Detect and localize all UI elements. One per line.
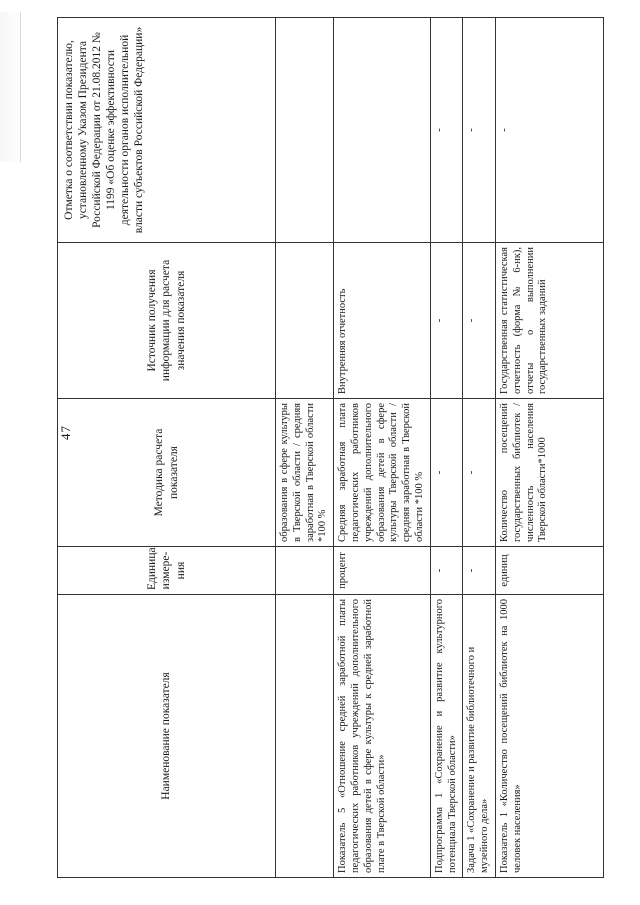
table-row-task-1 — [463, 18, 496, 878]
cell-name: Показатель 1 «Количество посещений библиотек на 1000 человек населения» — [495, 595, 603, 878]
table-header-row — [58, 18, 276, 878]
cell-method: - — [463, 399, 496, 547]
indicators-table — [57, 17, 604, 878]
cell-note: - — [495, 18, 603, 243]
cell-unit: - — [463, 547, 496, 595]
cell-note — [334, 18, 431, 243]
cell-source: Государственная статистическая отчетность (форма № 6-нк), отчеты о выполнении государственных заданий — [495, 243, 603, 399]
cell-method: - — [430, 399, 463, 547]
cell-name: Подпрограмма 1 «Сохранение и развитие культурного потенциала Тверской области» — [430, 595, 463, 878]
cell-unit — [276, 547, 334, 595]
indicators-table-rotated — [57, 18, 569, 878]
table-row-indicator-5 — [334, 18, 431, 878]
header-name: Наименование показателя — [58, 595, 276, 878]
header-method: Методика расчета показателя — [58, 399, 276, 547]
cell-name: Показатель 5 «Отношение средней заработной платы педагогических работников учреждений дополнительного образования детей в сфере культуры к средней заработной плате в Тверской области» — [334, 595, 431, 878]
table-row-subprogram-1 — [430, 18, 463, 878]
header-note: Отметка о соответствии показателю, установленному Указом Президента Российской Федерации от 21.08.2012 № 1199 «Об оценке эффективности деятельности органов исполнительной власти субъектов Российской Федерации» — [58, 18, 276, 243]
table-row-indicator-1 — [495, 18, 603, 878]
table-row-continuation — [276, 18, 334, 878]
cell-note: - — [430, 18, 463, 243]
scan-edge — [0, 12, 21, 162]
cell-method: Количество посещений государственных библиотек / численность населения Тверской области*1000 — [495, 399, 603, 547]
cell-method: образования в сфере культуры в Тверской области / средняя заработная в Тверской области *100 % — [276, 399, 334, 547]
cell-source: Внутренняя отчетность — [334, 243, 431, 399]
cell-unit: - — [430, 547, 463, 595]
cell-source: - — [430, 243, 463, 399]
header-unit: Единица измере-ния — [58, 547, 276, 595]
page-number: 47 — [58, 425, 73, 440]
cell-name — [276, 595, 334, 878]
cell-method: Средняя заработная плата педагогических работников учреждений дополнительного образования детей в сфере культуры Тверской области / средняя заработная в Тверской области *100 % — [334, 399, 431, 547]
cell-unit: процент — [334, 547, 431, 595]
cell-note — [276, 18, 334, 243]
cell-source: - — [463, 243, 496, 399]
header-source: Источник получения информации для расчета значения показателя — [58, 243, 276, 399]
cell-name: Задача 1 «Сохранение и развитие библиотечного и музейного дела» — [463, 595, 496, 878]
cell-source — [276, 243, 334, 399]
cell-note: - — [463, 18, 496, 243]
cell-unit: единиц — [495, 547, 603, 595]
